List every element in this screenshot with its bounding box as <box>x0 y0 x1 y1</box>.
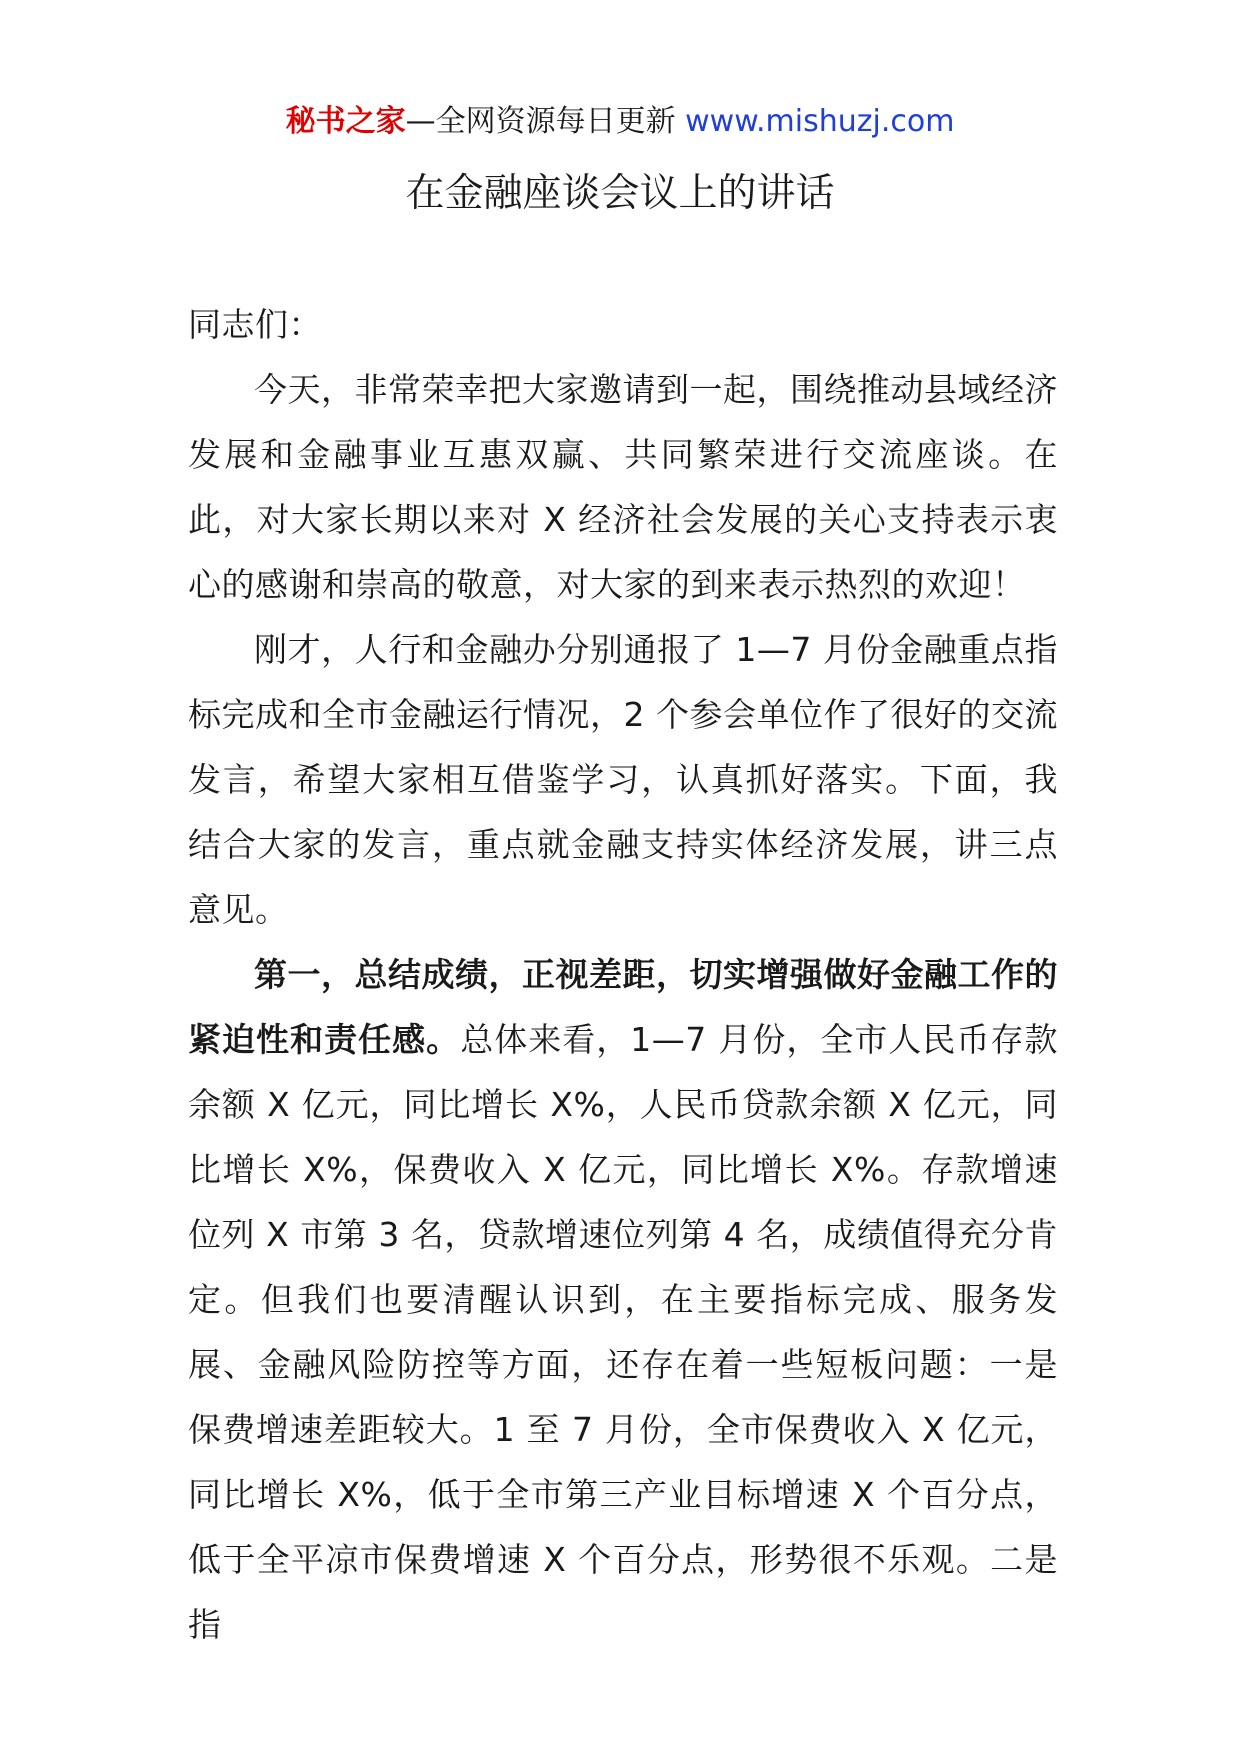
site-tagline: —全网资源每日更新 <box>405 104 686 139</box>
site-header <box>0 100 1240 144</box>
brand-name: 秘书之家 <box>285 104 406 139</box>
document-body <box>188 292 1058 1657</box>
paragraph-3 <box>188 942 1058 1657</box>
paragraph-3-text: 总体来看，1—7 月份，全市人民币存款余额 X 亿元，同比增长 X%，人民币贷款余额 X 亿元，同比增长 X%，保费收入 X 亿元，同比增长 X%。存款增速位列 X 市第 3 名，贷款增速位列第 4 名，成绩值得充分肯定。但我们也要清醒认识到，在主要指标完成、服务发展、金融风险防控等方面，还存在着一些短板问题：一是保费增速差距较大。1 至 7 月份，全市保费收入 X 亿元，同比增长 X%，低于全市第三产业目标增速 X 个百分点，低于全平凉市保费增速 X 个百分点，形势很不乐观。二是指 <box>188 1020 1059 1644</box>
paragraph-3-lead: 第一，总结成绩，正视差距，切实增强做好金融工作的紧迫性和责任感。 <box>188 955 1058 1059</box>
paragraph-1: 今天，非常荣幸把大家邀请到一起，围绕推动县域经济发展和金融事业互惠双赢、共同繁荣进行交流座谈。在此，对大家长期以来对 X 经济社会发展的关心支持表示衷心的感谢和崇高的敬意，对大家的到来表示热烈的欢迎！ <box>188 370 1058 604</box>
paragraph-2: 刚才，人行和金融办分别通报了 1—7 月份金融重点指标完成和全市金融运行情况，2 个参会单位作了很好的交流发言，希望大家相互借鉴学习，认真抓好落实。下面，我结合大家的发言，重点就金融支持实体经济发展，讲三点意见。 <box>188 630 1058 929</box>
site-url-link[interactable]: www.mishuzj.com <box>685 104 955 139</box>
salutation: 同志们： <box>188 305 322 344</box>
document-title: 在金融座谈会议上的讲话 <box>405 171 835 216</box>
